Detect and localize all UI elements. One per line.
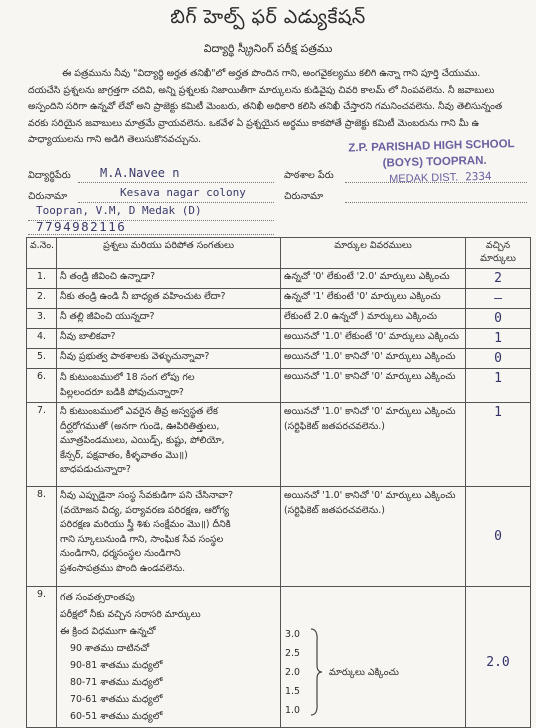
- row-question: నీవు ప్రభుత్వ పాఠశాలకు వెళ్ళుచున్నావా?: [57, 349, 281, 369]
- table-row: [27, 289, 531, 309]
- row-number: 7.: [27, 403, 57, 487]
- question-line: పరీక్షలో నీకు వచ్చిన సరాసరి మార్కులు: [60, 609, 201, 620]
- form-title: బిగ్ హెల్ప్ ఫర్ ఎడ్యుకేషన్: [170, 6, 366, 28]
- header-serial: వ.నెం.: [27, 238, 57, 269]
- scale-value: 2.0: [285, 667, 300, 678]
- screening-table: [26, 237, 531, 728]
- row-question: [57, 587, 281, 728]
- question-line: 70-61 శాతము మధ్యలో: [70, 694, 163, 705]
- question-line: పిల్లలందరూ బడికి పోవుచున్నారా?: [60, 386, 184, 398]
- row-marks-rule: [281, 587, 466, 728]
- question-line: 90 శాతము దాటినచో: [70, 643, 150, 654]
- question-line: గత సంవత్సరాంతపు: [60, 592, 135, 603]
- school-stamp: [348, 138, 536, 209]
- stamp-line-2: (BOYS) TOOPRAN.: [382, 154, 487, 170]
- row-marks-rule: అయినచో '1.0' కానిచో '0' మార్కులు ఎక్కించు: [281, 369, 466, 403]
- student-name-line: [78, 182, 274, 183]
- table-header-row: [27, 238, 531, 269]
- address-line-left: [78, 202, 274, 203]
- header-marks-details: మార్కుల వివరములు: [281, 238, 466, 269]
- row-number: 2.: [27, 289, 57, 309]
- stamp-code: 2334: [464, 169, 492, 184]
- question-line: దీర్ఘరోగముతో (అనగా గుండె, ఊపిరితిత్తులు,: [60, 420, 220, 432]
- question-line: ప్రశంసాపత్రము పొంది ఉండవలెను.: [60, 562, 186, 574]
- intro-line: ఈ పత్రమును నీవు "విద్యార్థి అర్హత తనిఖీ"లో అర్హత పొందిన గాని, అంగవైకల్యము కలిగి ఉన్నా గాని పూర్తి చేయుము.: [62, 68, 481, 79]
- question-line: పరిరక్షణ మరియు స్త్రీ శిశు సంక్షేమం మొ॥) దీనికి: [60, 519, 231, 530]
- brace-icon: [309, 627, 323, 717]
- question-line: కేన్సర్, పక్షవాతం, కీళ్ళవాతం మొ॥): [60, 449, 188, 461]
- row-question: నీ తల్లి జీవించి యున్నదా?: [57, 309, 281, 329]
- row-number: 9.: [27, 587, 57, 728]
- row-number: 8.: [27, 487, 57, 587]
- stamp-line-3: MEDAK DIST.: [388, 171, 459, 186]
- table-row: [27, 329, 531, 349]
- row-question: నీవు బాలికవా?: [57, 329, 281, 349]
- row-marks-rule: ఉన్నచో '0' లేకుంటే '2.0' మార్కులు ఎక్కించు: [281, 269, 466, 289]
- question-line: నీ కుటుంబములో ఎవరైన తీవ్ర అస్వస్థత లేక: [60, 406, 218, 417]
- row-marks-rule: అయినచో '1.0' లేకుంటే '0' మార్కులు ఎక్కించు: [281, 329, 466, 349]
- row-score[interactable]: 0: [466, 309, 531, 329]
- intro-line: వరకు సరియైన జవాబులు మాత్రమే వ్రాయవలెను. ఒకవేళ ఏ ప్రశ్నయైన అర్థము కాకపోతే ప్రాజెక్టు కమిటీ మెంబరును గాని మీ ఉ: [28, 117, 480, 129]
- marks-line: అయినచో '1.0' కానిచో '0' మార్కులు ఎక్కించు: [284, 406, 456, 417]
- row-number: 5.: [27, 349, 57, 369]
- marks-line: మార్కులు ఎక్కించు: [329, 667, 399, 678]
- row-score[interactable]: 0: [466, 349, 531, 369]
- question-line: (వయోజన విద్య, పర్యావరణ పరిరక్షణ, ఆరోగ్య: [60, 504, 230, 516]
- student-name-value: M.A.Navee n: [100, 166, 180, 180]
- row-question: [57, 403, 281, 487]
- row-marks-rule: [281, 403, 466, 487]
- row-score[interactable]: 0: [466, 487, 531, 587]
- row-question: [57, 487, 281, 587]
- question-line: 60-51 శాతము మధ్యలో: [70, 711, 163, 722]
- question-line: మూత్రపిండములు, ఎయిడ్స్, కుష్టు, పోలియో,: [60, 435, 225, 446]
- row-marks-rule: లేకుంటే 2.0 ఉన్నచో ) మార్కులు ఎక్కించు: [281, 309, 466, 329]
- marks-scale: [285, 625, 300, 720]
- row-score[interactable]: 2: [466, 269, 531, 289]
- question-line: బాధపడుచున్నారా?: [60, 464, 131, 475]
- row-score[interactable]: 1: [466, 369, 531, 403]
- scale-value: 3.0: [285, 629, 300, 640]
- table-row: [27, 369, 531, 403]
- question-line: నీ కుటుంబములో 18 సంగ లోపు గల: [60, 372, 195, 383]
- row-marks-rule: అయినచో '1.0' కానిచో '0' మార్కులు ఎక్కించు: [281, 349, 466, 369]
- school-name-label: పాఠశాల పేరు: [284, 170, 334, 181]
- question-line: నుండిగాని, ధర్మసంస్థల నుండిగాని: [60, 548, 181, 559]
- student-name-label: విద్యార్థిపేరు: [28, 170, 71, 181]
- form-subtitle: విద్యార్థి స్క్రీనింగ్ పరీక్ష పత్రము: [203, 42, 333, 55]
- table-row: [27, 349, 531, 369]
- question-line: 80-71 శాతము మధ్యలో: [70, 677, 163, 688]
- row-number: 1.: [27, 269, 57, 289]
- intro-line: పాధ్యాయులను గాని అడిగి తెలుసుకొనవచ్చును.: [28, 134, 202, 146]
- table-row: [27, 403, 531, 487]
- row-question: [57, 369, 281, 403]
- intro-paragraph: [28, 66, 528, 149]
- header-marks-obtained: వచ్చిన మార్కులు: [466, 238, 531, 269]
- phone-value: 7794982116: [36, 219, 127, 234]
- address-line-right: [345, 202, 527, 203]
- marks-line: అయినచో '1.0' కానిచో '0' మార్కులు ఎక్కించు: [284, 490, 456, 501]
- row-number: 6.: [27, 369, 57, 403]
- row-score[interactable]: 1: [466, 403, 531, 487]
- row-score[interactable]: —: [466, 289, 531, 309]
- row-question: నీకు తండ్రి ఉండి నీ బాధ్యత వహించుట లేదా?: [57, 289, 281, 309]
- table-row: [27, 487, 531, 587]
- table-row: [27, 269, 531, 289]
- marks-line: (సర్టిఫికెట్ జతపరచవలెను.): [284, 420, 385, 432]
- stamp-line-1: Z.P. PARISHAD HIGH SCHOOL: [348, 138, 515, 155]
- row-score[interactable]: 2.0: [466, 587, 531, 728]
- address-value-left-1: Kesava nagar colony: [120, 186, 246, 199]
- marks-line: (సర్టిఫికెట్ జతపరచవలెను.): [284, 504, 385, 516]
- header-questions: ప్రశ్నలు మరియు పరిపోత సంగతులు: [57, 238, 281, 269]
- table-row: [27, 587, 531, 728]
- question-line: గాని స్కూలునుండి గాని, సాంఘిక సేవ సంస్థల: [60, 533, 224, 545]
- row-marks-rule: [281, 487, 466, 587]
- intro-line: అస్పందిని సరిగా ఉన్నవో లేవో అని ప్రాజెక్టు కమిటీ మెంబరు, తనిఖీ అధికారి కలిసి తనిఖీ చేస్తారని గమనించవలెను. నీవు తెలిసున్నంత: [28, 101, 503, 113]
- question-line: నీవు ఎప్పుడైనా సంస్థ సేవకుడిగా పని చేసినావా?: [60, 490, 234, 501]
- row-number: 4.: [27, 329, 57, 349]
- row-question: నీ తండ్రి జీవించి ఉన్నాడా?: [57, 269, 281, 289]
- scale-value: 1.5: [285, 686, 300, 697]
- address-label-left: చిరునామా: [28, 191, 68, 202]
- address-line-3: [28, 234, 274, 235]
- intro-line: దయచేసి ప్రశ్నలను జాగ్రత్తగా చదివి, అన్ని ప్రశ్నలకు నిజాయితీగా మార్కులను కుడివైపు చివరి కాలమ్ లో నింపవలెను. నీ జవాబులు: [28, 84, 495, 96]
- row-score[interactable]: 1: [466, 329, 531, 349]
- table-row: [27, 309, 531, 329]
- row-number: 3.: [27, 309, 57, 329]
- address-label-right: చిరునామా: [284, 191, 324, 202]
- question-line: 90-81 శాతము మధ్యలో: [70, 660, 163, 671]
- scale-value: 1.0: [285, 705, 300, 716]
- row-marks-rule: ఉన్నచో '1' లేకుంటే '0' మార్కులు ఎక్కించు: [281, 289, 466, 309]
- scale-value: 2.5: [285, 648, 300, 659]
- address-value-left-2: Toopran, V.M, D Medak (D): [36, 204, 202, 217]
- question-line: ఈ క్రింద విధముగా ఉన్నచో: [60, 626, 156, 637]
